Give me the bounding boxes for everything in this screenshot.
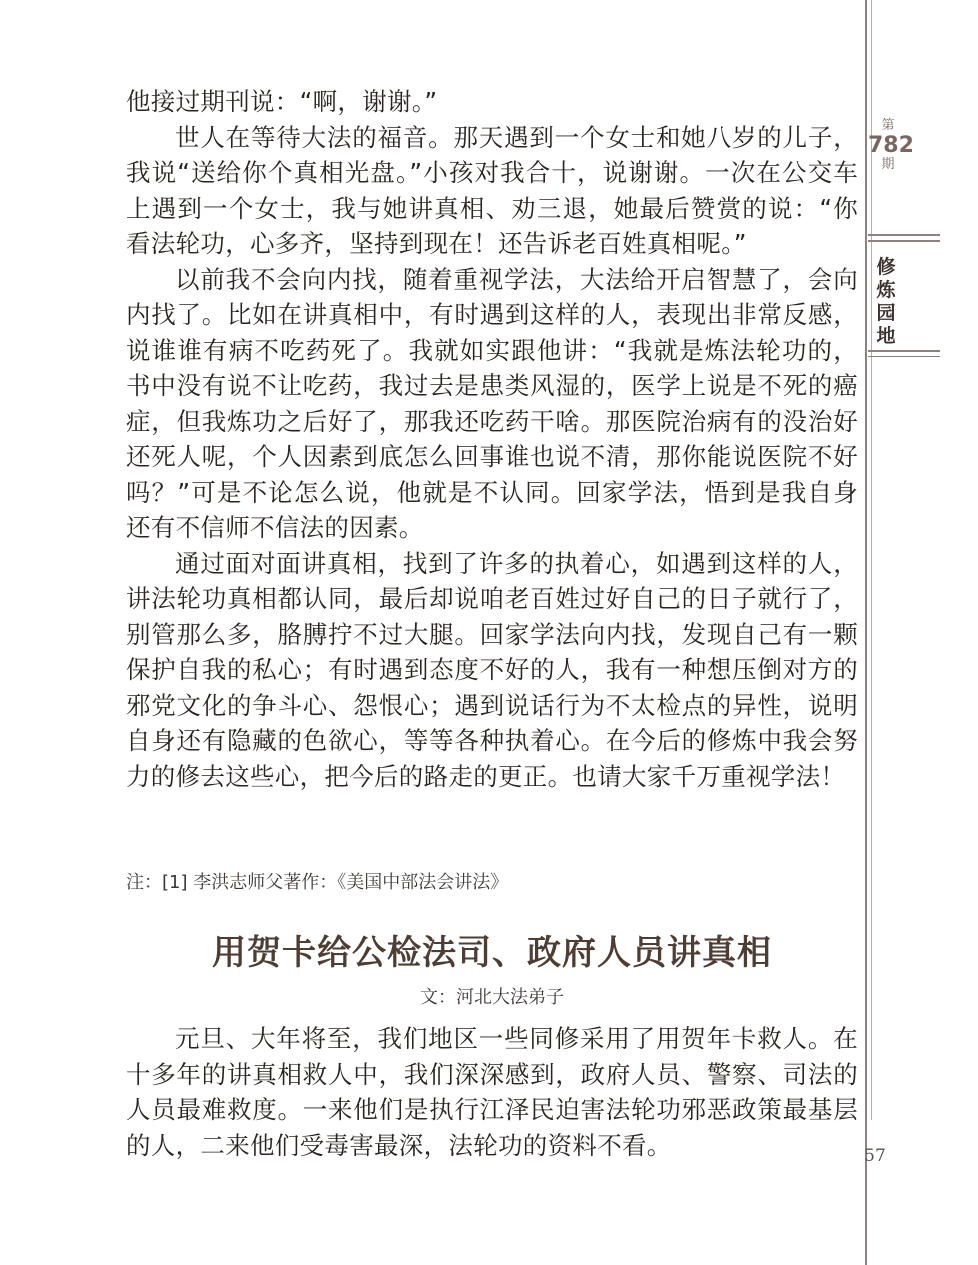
paragraph: 他接过期刊说：“啊，谢谢。”: [126, 87, 438, 116]
section-char: 地: [876, 325, 896, 347]
margin-rule: [865, 0, 867, 1265]
paragraph: 世人在等待大法的福音。那天遇到一个女士和她八岁的儿子，我说“送给你个真相光盘。”小孩对我合十，说谢谢。一次在公交车上遇到一个女士，我与她讲真相、劝三退，她最后赞赏的说：“你看法轮功，心多齐，坚持到现在！还告诉老百姓真相呢。”: [126, 122, 858, 258]
section-char: 修: [876, 256, 896, 278]
issue-label: [868, 118, 914, 173]
sidebar-divider: [868, 240, 940, 242]
section-label: [868, 256, 904, 348]
issue-number: 782: [868, 133, 914, 158]
article-body: [126, 84, 858, 794]
article-author: 文：河北大法弟子: [420, 987, 564, 1008]
article-body-2: [126, 1021, 858, 1163]
section-char: 炼: [876, 279, 896, 301]
sidebar-divider: [868, 234, 940, 236]
paragraph: 以前我不会向内找，随着重视学法，大法给开启智慧了，会向内找了。比如在讲真相中，有时遇到这样的人，表现出非常反感，说谁谁有病不吃药死了。我就如实跟他讲：“我就是炼法轮功的，书中没有说不让吃药，我过去是患类风湿的，医学上说是不死的癌症，但我炼功之后好了，那我还吃药干啥。那医院治病有的没治好还死人呢，个人因素到底怎么回事谁也说不清，那你能说医院不好吗？”可是不论怎么说，他就是不认同。回家学法，悟到是我自身还有不信师不信法的因素。: [126, 264, 858, 542]
section-char: 园: [876, 302, 896, 324]
sidebar-divider: [868, 350, 940, 352]
sidebar-divider: [868, 356, 940, 357]
page-number: 57: [864, 1146, 886, 1166]
paragraph: 通过面对面讲真相，找到了许多的执着心，如遇到这样的人，讲法轮功真相都认同，最后却说咱老百姓过好自己的日子就行了，别管那么多，胳膊拧不过大腿。回家学法向内找，发现自己有一颗保护自我的私心；有时遇到态度不好的人，我有一种想压倒对方的邪党文化的争斗心、怨恨心；遇到说话行为不太检点的异性，说明自身还有隐藏的色欲心，等等各种执着心。在今后的修炼中我会努力的修去这些心，把今后的路走的更正。也请大家千万重视学法！: [126, 548, 858, 791]
paragraph: 元旦、大年将至，我们地区一些同修采用了用贺年卡救人。在十多年的讲真相救人中，我们深深感到，政府人员、警察、司法的人员最难救度。一来他们是执行江泽民迫害法轮功邪恶政策最基层的人，二来他们受毒害最深，法轮功的资料不看。: [126, 1024, 858, 1160]
footnote: 注：[1] 李洪志师父著作：《美国中部法会讲法》: [126, 872, 509, 893]
issue-prefix: 第: [881, 118, 895, 133]
issue-suffix: 期: [881, 157, 895, 172]
article-title: 用贺卡给公检法司、政府人员讲真相: [212, 933, 772, 973]
